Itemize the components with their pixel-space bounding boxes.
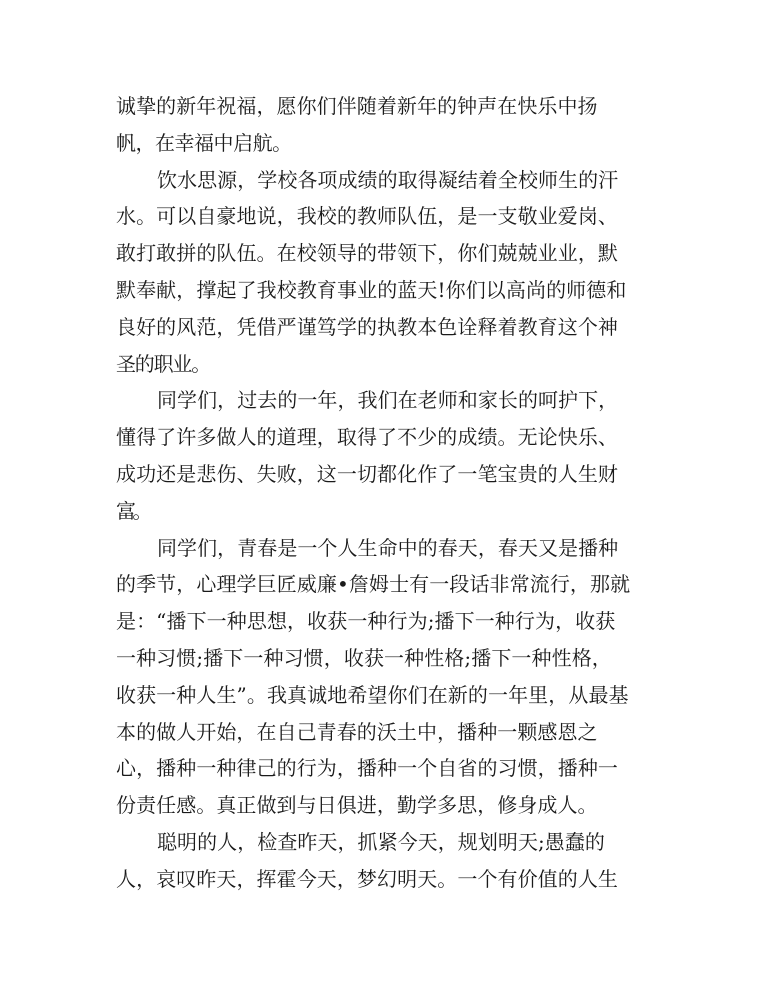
text-line: 敢打敢拼的队伍。在校领导的带领下，你们兢兢业业，默 — [116, 241, 618, 266]
text-line: 富。 — [116, 498, 149, 523]
text-line: 圣的职业。 — [116, 351, 210, 376]
text-line: 默奉献，撑起了我校教育事业的蓝天!你们以高尚的师德和 — [116, 277, 627, 302]
text-line: 良好的风范，凭借严谨笃学的执教本色诠释着教育这个神 — [116, 314, 618, 339]
text-line: 是：“播下一种思想，收获一种行为;播下一种行为，收获 — [116, 609, 616, 634]
text-line: 的季节，心理学巨匠威廉•詹姆士有一段话非常流行，那就 — [116, 572, 631, 597]
text-line: 一种习惯;播下一种习惯，收获一种性格;播下一种性格， — [116, 645, 612, 670]
text-line: 诚挚的新年祝福，愿你们伴随着新年的钟声在快乐中扬 — [116, 94, 598, 118]
text-line: 懂得了许多做人的道理，取得了不少的成绩。无论快乐、 — [116, 425, 618, 450]
text-line: 同学们，青春是一个人生命中的春天，春天又是播种 — [157, 535, 619, 560]
document-body — [116, 88, 656, 898]
text-line: 饮水思源，学校各项成绩的取得凝结着全校师生的汗 — [157, 167, 619, 192]
paragraph — [116, 824, 656, 898]
paragraph — [116, 162, 656, 383]
text-line: 心，播种一种律己的行为，播种一个自省的习惯，播种一 — [116, 756, 618, 781]
text-line: 帆，在幸福中启航。 — [116, 130, 292, 155]
text-line: 水。可以自豪地说，我校的教师队伍，是一支敬业爱岗、 — [116, 204, 618, 229]
text-line: 本的做人开始，在自己青春的沃土中，播种一颗感恩之 — [116, 719, 598, 744]
text-line: 人，哀叹昨天，挥霍今天，梦幻明天。一个有价值的人生 — [116, 866, 618, 891]
paragraph — [116, 382, 656, 529]
text-line: 收获一种人生”。我真诚地希望你们在新的一年里，从最基 — [116, 682, 629, 707]
paragraph — [116, 88, 656, 162]
text-line: 份责任感。真正做到与日俱进，勤学多思，修身成人。 — [116, 793, 598, 818]
text-line: 成功还是悲伤、失败，这一切都化作了一笔宝贵的人生财 — [116, 461, 618, 486]
text-line: 同学们，过去的一年，我们在老师和家长的呵护下， — [157, 388, 619, 413]
text-line: 聪明的人，检查昨天，抓紧今天，规划明天;愚蠢的 — [157, 829, 605, 854]
paragraph — [116, 530, 656, 824]
